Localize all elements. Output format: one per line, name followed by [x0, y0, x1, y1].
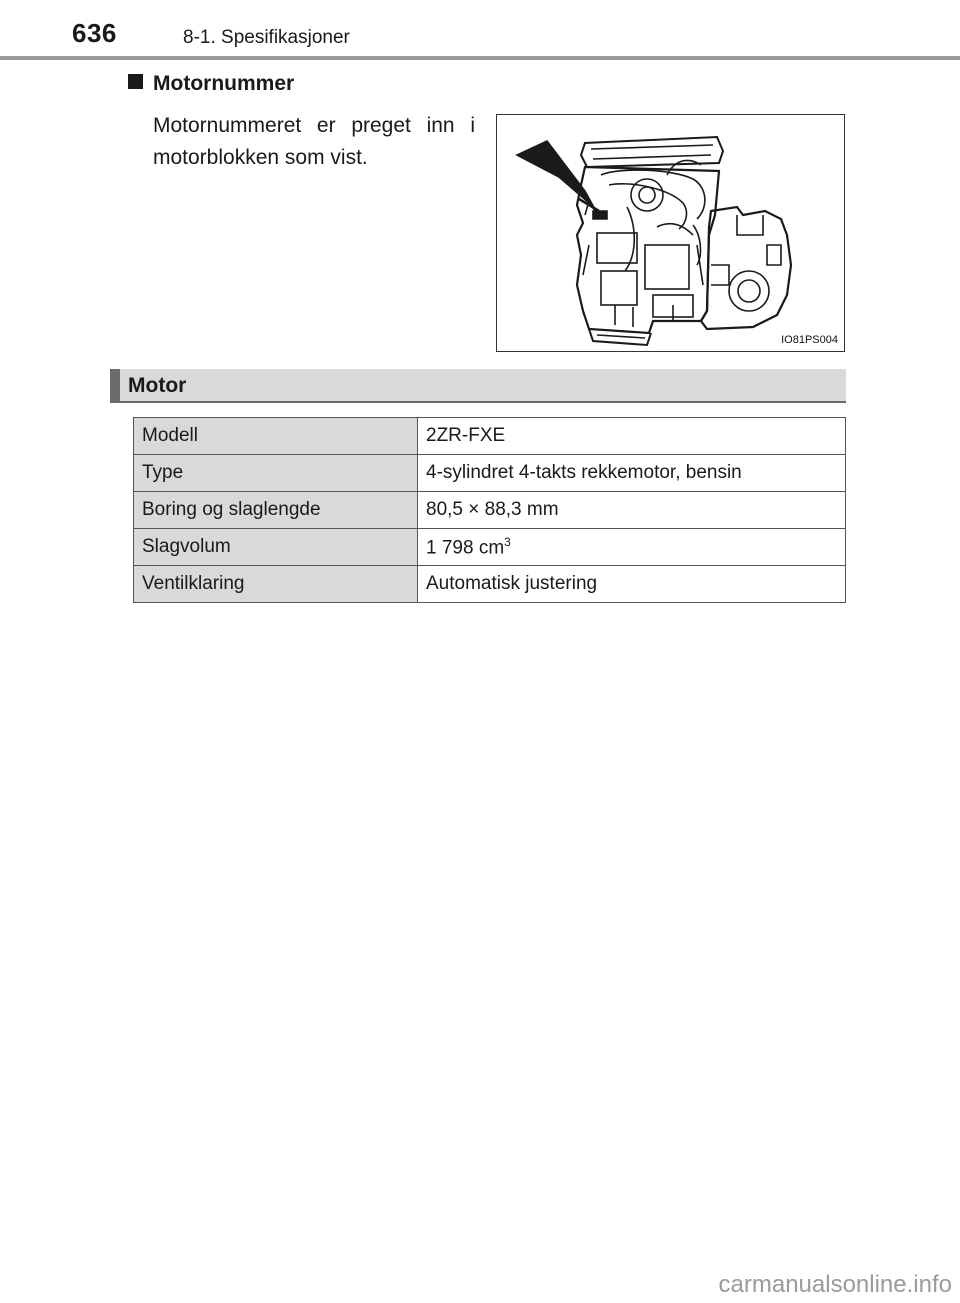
- section-heading: [128, 72, 294, 96]
- section-heading-text: Motornummer: [153, 72, 295, 95]
- table-row: [134, 529, 846, 566]
- header-rule: [0, 56, 960, 60]
- spec-label: Modell: [134, 418, 418, 455]
- spec-value: 2ZR-FXE: [418, 418, 846, 455]
- motor-section-bar: [110, 369, 846, 403]
- intro-text: Motornummeret er preget inn i motorblokken som vist.: [153, 114, 475, 169]
- engine-illustration-icon: [497, 115, 845, 352]
- engine-figure: [496, 114, 845, 352]
- spec-value: [418, 529, 846, 566]
- watermark: carmanualsonline.info: [718, 1271, 952, 1298]
- motor-spec-table: [133, 417, 846, 603]
- spec-value: 80,5 × 88,3 mm: [418, 492, 846, 529]
- spec-value-text: 1 798 cm: [426, 537, 505, 559]
- table-row: [134, 566, 846, 603]
- spec-value: 4-sylindret 4-takts rekkemotor, bensin: [418, 455, 846, 492]
- spec-label: Slagvolum: [134, 529, 418, 566]
- square-bullet-icon: [128, 74, 143, 89]
- figure-code: IO81PS004: [781, 334, 838, 346]
- spec-label: Boring og slaglengde: [134, 492, 418, 529]
- spec-value: Automatisk justering: [418, 566, 846, 603]
- table-row: [134, 455, 846, 492]
- table-row: [134, 418, 846, 455]
- spec-label: Type: [134, 455, 418, 492]
- motor-section-title: Motor: [128, 374, 187, 397]
- chapter-title: 8-1. Spesifikasjoner: [183, 27, 350, 48]
- page-number: 636: [72, 18, 117, 48]
- superscript: 3: [504, 534, 511, 549]
- table-row: [134, 492, 846, 529]
- spec-label: Ventilklaring: [134, 566, 418, 603]
